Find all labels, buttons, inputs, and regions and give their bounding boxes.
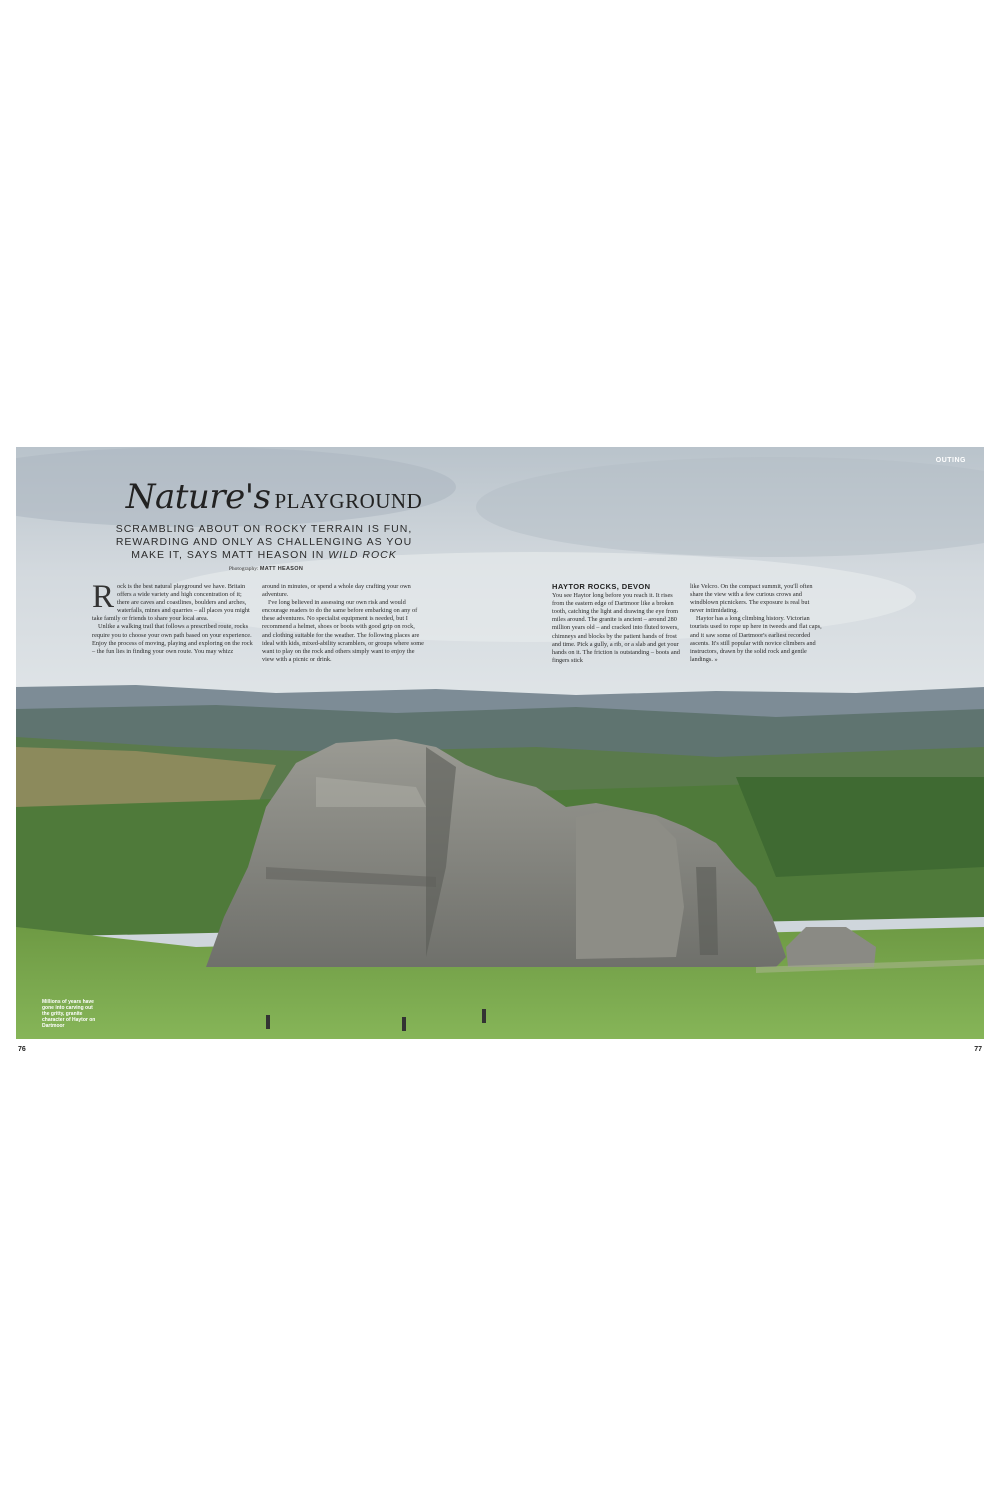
haytor-paragraph-2: like Velcro. On the compact summit, you'll often share the view with a few curious crows and windblown picnickers. The exposure is real but never intimidating.	[690, 583, 813, 615]
magazine-spread	[16, 447, 984, 1039]
haytor-paragraph-3: Haytor has a long climbing history. Victorian tourists used to rope up here in tweeds and flat caps, and it saw some of Dartmoor's earliest recorded ascents. It's still popular with novice climbers and instructors, drawn by the solid rock and gentle landings. »	[690, 615, 822, 663]
photo-credit	[166, 566, 366, 572]
standfirst	[114, 523, 414, 562]
intro-paragraph-2: Unlike a walking trail that follows a prescribed route, rocks require you to choose your own path based on your experience. Enjoy the process of moving, playing and exploring on the rock – the fun lies in finding your own route. You may whizz	[92, 623, 253, 655]
folio-left: 76	[18, 1046, 26, 1053]
headline-script: Nature's	[125, 477, 271, 517]
intro-paragraph-3: around in minutes, or spend a whole day crafting your own adventure.	[262, 583, 411, 599]
haytor-paragraph-1: You see Haytor long before you reach it. It rises from the eastern edge of Dartmoor like a broken tooth, catching the light and drawing the eye from miles around. The granite is ancient – around 280 million years old – and cracked into fluted towers, chimneys and blocks by the patient hands of frost and time. Pick a gully, a rib, or a slab and get your hands on it. The friction is outstanding – boots and fingers stick	[552, 592, 680, 664]
standfirst-line-1: SCRAMBLING ABOUT ON ROCKY TERRAIN IS FUN,	[115, 523, 413, 535]
headline	[124, 477, 424, 517]
drop-cap: R	[92, 579, 115, 615]
haytor-column-1	[552, 583, 684, 665]
folio-right: 77	[974, 1046, 982, 1053]
intro-paragraph-4: I've long believed in assessing our own risk and would encourage readers to do the same before embarking on any of these adventures. No specialist equipment is needed, but I recommend a helmet, shoes or boots with good grip on rock, and clothing suitable for the weather. The following places are ideal with kids, mixed-ability scramblers, or groups where some want to play on the rock and others simply want to enjoy the view with a picnic or drink.	[262, 599, 424, 663]
credit-name: MATT HEASON	[259, 566, 304, 572]
intro-column-1	[92, 579, 254, 656]
standfirst-line-2: REWARDING AND ONLY AS CHALLENGING AS YOU	[115, 536, 413, 548]
haytor-column-2	[690, 583, 824, 664]
section-label: OUTING	[935, 457, 966, 464]
haytor-heading: HAYTOR ROCKS, DEVON	[552, 582, 651, 591]
book-title: WILD ROCK	[328, 549, 397, 561]
photo-caption: Millions of years have gone into carving out the gritty, granite character of Haytor on Dartmoor	[42, 999, 96, 1029]
standfirst-line-3: MAKE IT, SAYS MATT HEASON IN	[131, 549, 325, 561]
credit-label: Photography:	[228, 566, 259, 572]
standfirst-line-3-wrap	[114, 549, 414, 562]
headline-caps: PLAYGROUND	[274, 489, 423, 513]
intro-column-2	[262, 583, 424, 664]
intro-paragraph-1: ock is the best natural playground we have. Britain offers a wide variety and high concentration of it; there are caves and coastlines, boulders and arches, waterfalls, mines and quarries – all places you might take family or friends to share your local area.	[92, 583, 250, 623]
